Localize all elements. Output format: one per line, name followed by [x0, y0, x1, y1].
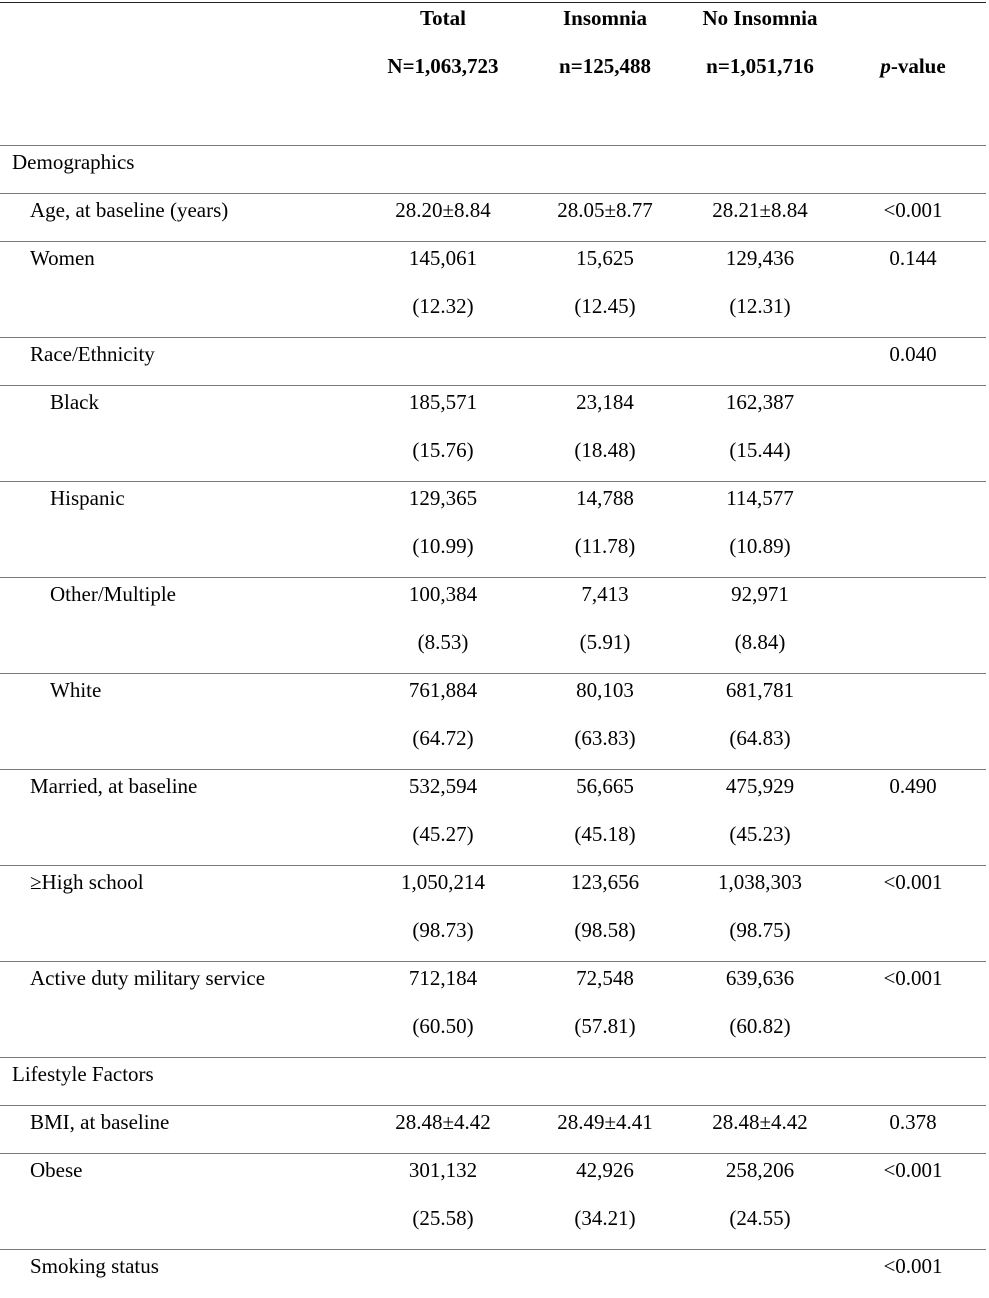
cell-no-value: 162,387: [725, 390, 795, 414]
cell-no-percent: (12.31): [729, 294, 791, 318]
cell-total-percent: (45.27): [412, 822, 474, 846]
cell-total-value: 100,384: [408, 582, 478, 606]
cell-ins-percent: (11.78): [574, 534, 636, 558]
cell-total-percent: (60.50): [412, 1014, 474, 1038]
table-row: [0, 241, 986, 338]
cell-ins-percent: (63.83): [574, 726, 636, 750]
cell-ins-value: 123,656: [570, 870, 640, 894]
cell-no-percent: (8.84): [734, 630, 786, 654]
header-pvalue-rest: -value: [890, 54, 946, 78]
cell-no-value: 114,577: [726, 486, 794, 510]
cell-no-percent: (45.23): [729, 822, 791, 846]
header-total-n: N=1,063,723: [387, 54, 499, 78]
cell-ins-value: 15,625: [576, 246, 634, 270]
cell-total-value: 185,571: [408, 390, 478, 414]
table-row: [0, 577, 986, 674]
header-pvalue-italic: p: [880, 54, 891, 78]
table-row: [0, 673, 986, 770]
cell-ins-percent: (57.81): [574, 1014, 636, 1038]
cell-ins-value: 23,184: [576, 390, 634, 414]
table-row: [0, 193, 986, 242]
cell-no-percent: (15.44): [729, 438, 791, 462]
table-row: [0, 385, 986, 482]
cell-no-value: 681,781: [725, 678, 795, 702]
cell-ins-value: 72,548: [576, 966, 634, 990]
row-label: ≥High school: [30, 870, 144, 894]
cell-pvalue: <0.001: [883, 870, 943, 894]
row-label: Obese: [30, 1158, 83, 1182]
cell-total-percent: (64.72): [412, 726, 474, 750]
cell-ins-percent: (45.18): [574, 822, 636, 846]
row-label: Demographics: [12, 150, 135, 174]
cell-no-value: 639,636: [725, 966, 795, 990]
cell-total-value: 129,365: [408, 486, 478, 510]
cell-pvalue: 0.490: [889, 774, 937, 798]
cell-pvalue: <0.001: [883, 1254, 943, 1278]
table-top-border: [0, 2, 986, 3]
table-row: [0, 1249, 986, 1298]
row-label: Other/Multiple: [50, 582, 176, 606]
row-label: White: [50, 678, 102, 702]
cell-ins-percent: (34.21): [574, 1206, 636, 1230]
cell-no-percent: (60.82): [729, 1014, 791, 1038]
table-row: [0, 145, 986, 194]
cell-total-percent: (12.32): [412, 294, 474, 318]
table-row: [0, 865, 986, 962]
cell-total-value: 712,184: [408, 966, 478, 990]
row-label: Age, at baseline (years): [30, 198, 229, 222]
cell-no-value: 129,436: [725, 246, 795, 270]
cell-ins-value: 14,788: [576, 486, 634, 510]
cell-total-value: 1,050,214: [401, 870, 485, 894]
cell-total-value: 28.48±4.42: [395, 1110, 491, 1134]
cell-total-value: 145,061: [408, 246, 478, 270]
row-label: Women: [30, 246, 95, 270]
cell-no-percent: (10.89): [729, 534, 791, 558]
cell-pvalue: <0.001: [883, 966, 943, 990]
row-label: Smoking status: [30, 1254, 159, 1278]
cell-ins-percent: (98.58): [574, 918, 636, 942]
cell-total-value: 532,594: [408, 774, 478, 798]
cell-no-value: 475,929: [725, 774, 795, 798]
row-label: BMI, at baseline: [30, 1110, 170, 1134]
row-label: Black: [50, 390, 99, 414]
header-pvalue: [840, 54, 986, 78]
cell-ins-percent: (12.45): [574, 294, 636, 318]
cell-total-value: 301,132: [408, 1158, 478, 1182]
row-label: Lifestyle Factors: [12, 1062, 154, 1086]
cell-no-percent: (24.55): [729, 1206, 791, 1230]
cell-total-percent: (25.58): [412, 1206, 474, 1230]
header-insomnia-n: n=125,488: [559, 54, 651, 78]
row-label: Race/Ethnicity: [30, 342, 155, 366]
cell-pvalue: 0.040: [889, 342, 937, 366]
table-row: [0, 337, 986, 386]
cell-pvalue: 0.144: [889, 246, 937, 270]
cell-ins-value: 80,103: [576, 678, 634, 702]
cell-ins-value: 42,926: [576, 1158, 634, 1182]
table-row: [0, 1057, 986, 1106]
table-row: [0, 769, 986, 866]
header-no-insomnia-title: No Insomnia: [702, 6, 818, 30]
cell-ins-value: 7,413: [581, 582, 629, 606]
header-total-title: Total: [420, 6, 466, 30]
cell-total-percent: (8.53): [417, 630, 469, 654]
cell-total-percent: (15.76): [412, 438, 474, 462]
cell-no-value: 28.21±8.84: [712, 198, 808, 222]
cell-no-value: 1,038,303: [718, 870, 802, 894]
cell-ins-value: 28.05±8.77: [557, 198, 653, 222]
cell-total-value: 761,884: [408, 678, 478, 702]
row-label: Active duty military service: [30, 966, 266, 990]
table-row: [0, 961, 986, 1058]
row-label: Hispanic: [50, 486, 125, 510]
cell-pvalue: 0.378: [889, 1110, 937, 1134]
cell-pvalue: <0.001: [883, 198, 943, 222]
cell-no-percent: (64.83): [729, 726, 791, 750]
table-row: [0, 1105, 986, 1154]
cell-ins-value: 28.49±4.41: [557, 1110, 653, 1134]
cell-pvalue: <0.001: [883, 1158, 943, 1182]
header-no-insomnia-n: n=1,051,716: [706, 54, 814, 78]
cell-total-value: 28.20±8.84: [395, 198, 491, 222]
header-insomnia-title: Insomnia: [562, 6, 648, 30]
cell-no-value: 258,206: [725, 1158, 795, 1182]
cell-ins-percent: (5.91): [579, 630, 631, 654]
cell-no-value: 28.48±4.42: [712, 1110, 808, 1134]
table-row: [0, 1153, 986, 1250]
cell-ins-percent: (18.48): [574, 438, 636, 462]
table-row: [0, 481, 986, 578]
cell-no-value: 92,971: [731, 582, 789, 606]
cell-ins-value: 56,665: [576, 774, 634, 798]
cell-total-percent: (98.73): [412, 918, 474, 942]
cell-total-percent: (10.99): [412, 534, 474, 558]
cell-no-percent: (98.75): [729, 918, 791, 942]
row-label: Married, at baseline: [30, 774, 198, 798]
